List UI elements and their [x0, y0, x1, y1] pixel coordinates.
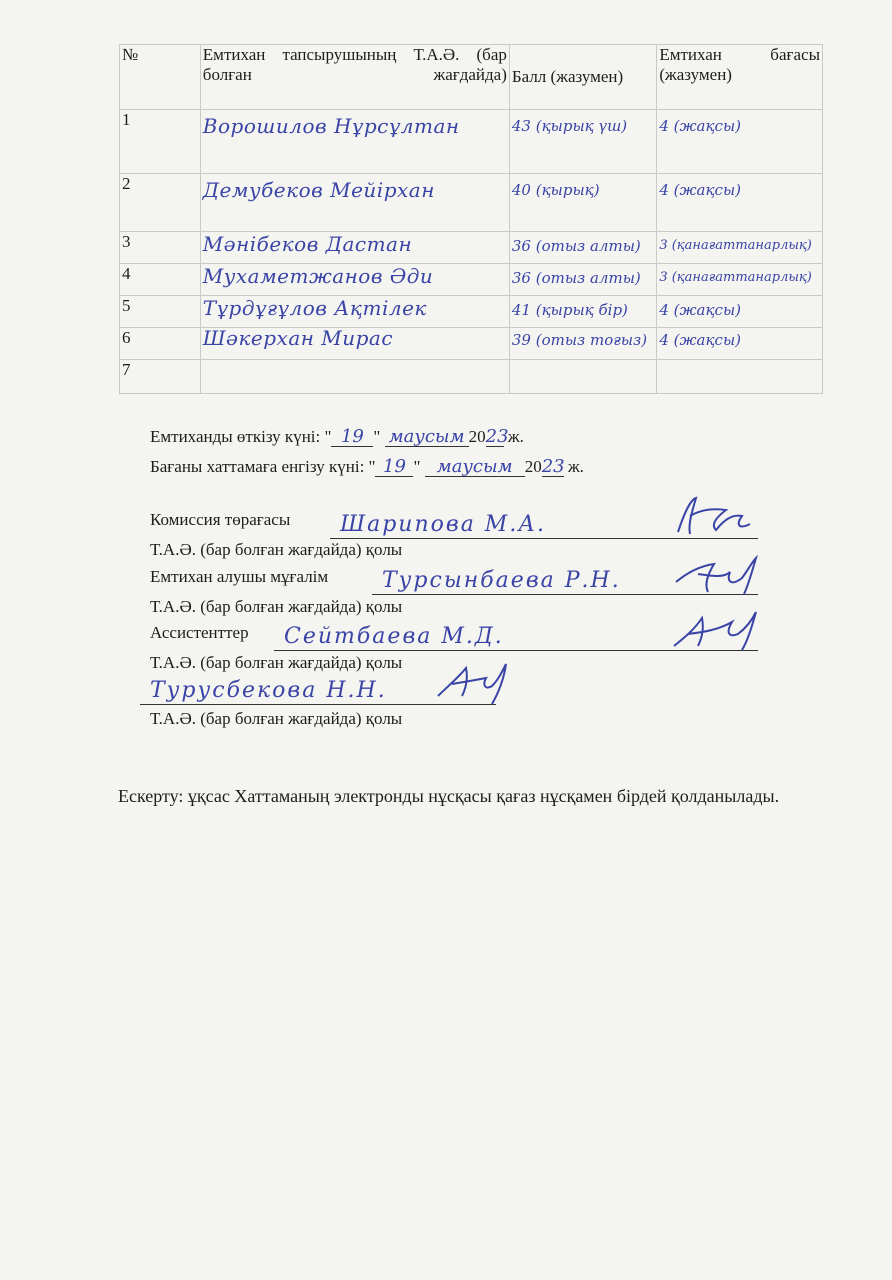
grade-date-year: 23 — [541, 456, 565, 477]
footnote: Ескерту: ұқсас Хаттаманың электронды нұсқасы қағаз нұсқамен бірдей қолданылады. — [118, 786, 780, 806]
quote-mark: " — [373, 427, 381, 446]
chair-name: Шарипова М.А. — [330, 512, 658, 539]
grade-value: 4 (жақсы) — [659, 301, 742, 319]
grade-date-day: 19 — [375, 458, 413, 477]
student-name: Мухаметжанов Әди — [202, 264, 434, 288]
table-row — [120, 264, 823, 296]
grade-value: 3 (қанағаттанарлық) — [659, 270, 812, 285]
year-prefix: 20 — [524, 457, 542, 476]
exam-date-line — [150, 427, 524, 447]
row-number: 6 — [120, 328, 201, 360]
header-score: Балл (жазумен) — [509, 45, 656, 110]
student-name: Мәнібеков Дастан — [202, 232, 413, 256]
table-row — [120, 296, 823, 328]
table-row — [120, 328, 823, 360]
grade-value: 3 (қанағаттанарлық) — [659, 238, 812, 253]
student-name — [200, 360, 509, 394]
exam-date-day: 19 — [331, 428, 373, 447]
assistant-1-name: Сейтбаева М.Д. — [274, 624, 658, 651]
examiner-signature — [668, 552, 764, 596]
student-name: Демубеков Мейірхан — [202, 178, 435, 202]
student-name: Шәкерхан Мирас — [202, 327, 394, 350]
student-name: Ворошилов Нұрсұлтан — [202, 114, 460, 138]
grade-date-label: Бағаны хаттамаға енгізу күні: " — [150, 457, 376, 476]
row-number: 5 — [120, 296, 201, 328]
table-row — [120, 174, 823, 232]
row-number: 2 — [120, 174, 201, 232]
score-value: 36 (отыз алты) — [511, 269, 641, 287]
row-number: 1 — [120, 110, 201, 174]
chair-label: Комиссия төрағасы — [150, 510, 291, 529]
row-number: 3 — [120, 232, 201, 264]
assistants-label: Ассистенттер — [150, 623, 249, 642]
header-number: № — [120, 45, 201, 110]
score-value: 39 (отыз тоғыз) — [511, 331, 648, 349]
signature-caption: Т.А.Ә. (бар болған жағдайда) қолы — [150, 709, 403, 728]
grade-value: 4 (жақсы) — [659, 331, 742, 349]
grade-value: 4 (жақсы) — [659, 181, 742, 199]
exam-date-month: маусым — [385, 428, 469, 447]
table-header-row — [120, 45, 823, 110]
score-value: 43 (қырық үш) — [511, 117, 628, 135]
grade-date-line — [150, 457, 584, 477]
year-end: ж. — [503, 427, 524, 446]
assistant-2-name: Турусбекова Н.Н. — [140, 678, 496, 705]
grade-value: 4 (жақсы) — [659, 117, 742, 135]
score-value: 41 (қырық бір) — [511, 301, 628, 319]
assistant-2-signature — [430, 660, 526, 704]
score-value: 40 (қырық) — [511, 181, 600, 199]
chair-signature-line — [658, 538, 758, 539]
grades-table — [119, 44, 823, 394]
grade-date-month: маусым — [425, 458, 525, 477]
examiner-name: Турсынбаева Р.Н. — [372, 568, 658, 595]
exam-date-year: 23 — [485, 426, 509, 447]
score-value — [509, 360, 656, 394]
examiner-label: Емтихан алушы мұғалім — [150, 567, 329, 586]
signature-caption: Т.А.Ә. (бар болған жағдайда) қолы — [150, 597, 403, 616]
header-grade: Емтихан бағасы (жазумен) — [657, 45, 823, 110]
row-number: 7 — [120, 360, 201, 394]
chair-signature — [666, 494, 762, 538]
exam-date-label: Емтиханды өткізу күні: " — [150, 427, 332, 446]
signature-caption: Т.А.Ә. (бар болған жағдайда) қолы — [150, 653, 403, 672]
student-name: Тұрдұғұлов Ақтілек — [202, 296, 427, 320]
year-end: ж. — [563, 457, 584, 476]
signature-caption: Т.А.Ә. (бар болған жағдайда) қолы — [150, 540, 403, 559]
table-row — [120, 232, 823, 264]
row-number: 4 — [120, 264, 201, 296]
table-row — [120, 360, 823, 394]
header-name: Емтихан тапсырушының Т.А.Ә. (бар болған жағдайда) — [200, 45, 509, 110]
year-prefix: 20 — [468, 427, 486, 446]
assistant-1-signature — [668, 608, 764, 652]
grade-value — [657, 360, 823, 394]
table-row — [120, 110, 823, 174]
score-value: 36 (отыз алты) — [511, 237, 641, 255]
quote-mark: " — [413, 457, 421, 476]
